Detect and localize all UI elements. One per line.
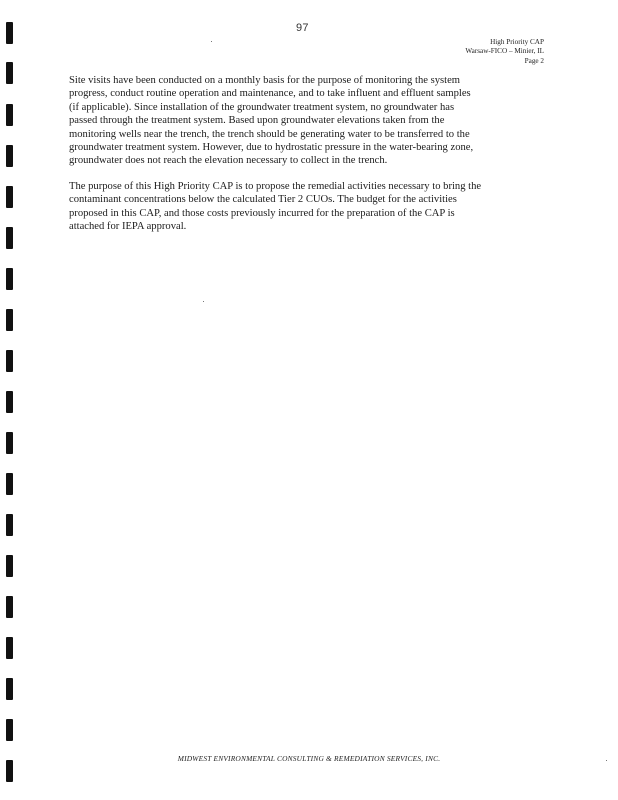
binder-mark: [6, 145, 13, 167]
text-line: monitoring wells near the trench, the trench should be generating water to be transferred to the: [69, 128, 470, 140]
binder-hole-marks: [6, 0, 14, 800]
paragraph-purpose: [69, 180, 551, 234]
binder-mark: [6, 309, 13, 331]
text-line: groundwater treatment system. However, due to hydrostatic pressure in the water-bearing zone,: [69, 142, 474, 154]
binder-mark: [6, 514, 13, 536]
binder-mark: [6, 719, 13, 741]
document-body: [69, 74, 551, 245]
binder-mark: [6, 62, 13, 84]
binder-mark: [6, 555, 13, 577]
text-line: passed through the treatment system. Based upon groundwater elevations taken from the: [69, 115, 445, 127]
text-line: proposed in this CAP, and those costs previously incurred for the preparation of the CAP is: [69, 207, 455, 219]
scan-speck: [203, 301, 204, 302]
scan-speck: [211, 41, 212, 42]
binder-mark: [6, 391, 13, 413]
text-line: Site visits have been conducted on a monthly basis for the purpose of monitoring the system: [69, 75, 461, 86]
text-line: (if applicable). Since installation of the groundwater treatment system, no groundwater has: [69, 101, 455, 113]
binder-mark: [6, 596, 13, 618]
text-line: contaminant concentrations below the calculated Tier 2 CUOs. The budget for the activities: [69, 194, 457, 206]
header-title: High Priority CAP: [490, 38, 544, 46]
text-line: groundwater does not reach the elevation necessary to collect in the trench.: [69, 155, 388, 167]
document-header: [465, 38, 544, 66]
binder-mark: [6, 678, 13, 700]
document-footer: MIDWEST ENVIRONMENTAL CONSULTING & REMEDIATION SERVICES, INC.: [177, 754, 441, 763]
binder-mark: [6, 22, 13, 44]
binder-mark: [6, 432, 13, 454]
binder-mark: [6, 760, 13, 782]
binder-mark: [6, 473, 13, 495]
paragraph-site-visits: [69, 74, 551, 168]
binder-mark: [6, 268, 13, 290]
text-line: The purpose of this High Priority CAP is to propose the remedial activities necessary to bring the: [69, 180, 482, 192]
binder-mark: [6, 637, 13, 659]
text-line: attached for IEPA approval.: [69, 221, 187, 233]
page-number: 97: [296, 22, 309, 34]
binder-mark: [6, 186, 13, 208]
binder-mark: [6, 227, 13, 249]
header-site: Warsaw-FICO – Minier, IL: [465, 47, 544, 56]
text-line: progress, conduct routine operation and maintenance, and to take influent and effluent samples: [69, 88, 471, 100]
binder-mark: [6, 350, 13, 372]
header-page: Page 2: [524, 56, 544, 65]
binder-mark: [6, 104, 13, 126]
